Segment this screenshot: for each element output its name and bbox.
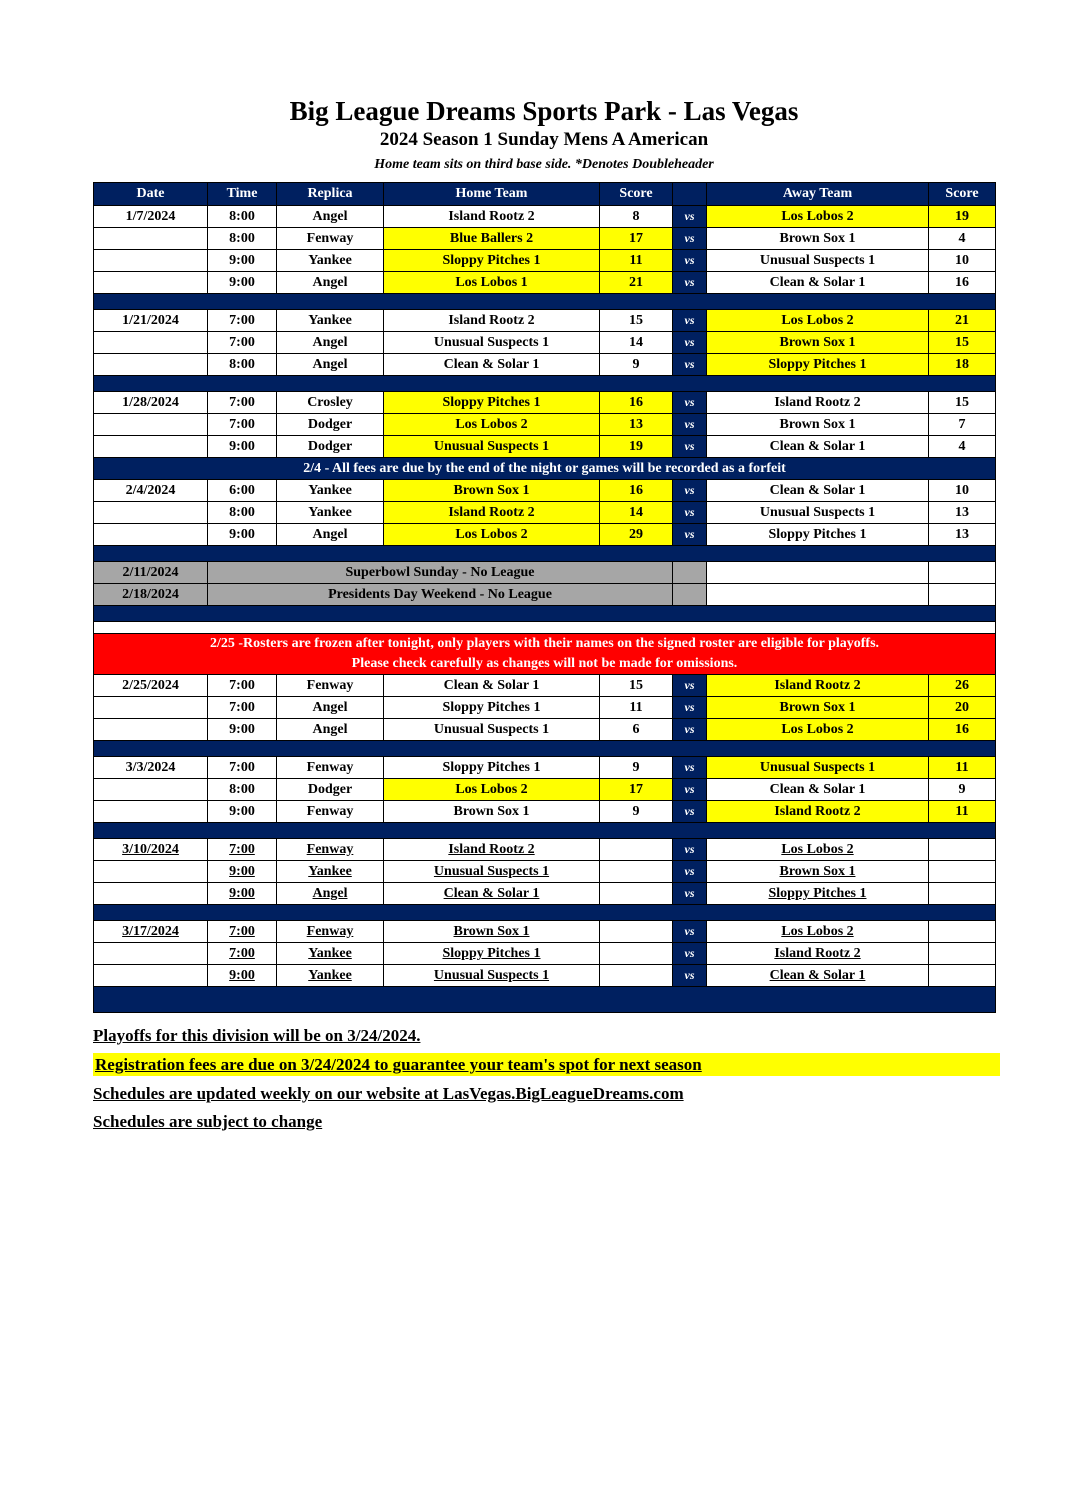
time-cell: 9:00 xyxy=(208,801,277,823)
schedule-table-body xyxy=(94,206,996,1013)
date-cell xyxy=(94,228,208,250)
header-vs xyxy=(673,183,707,206)
spacer-bar xyxy=(94,294,996,310)
page-subtitle: 2024 Season 1 Sunday Mens A American xyxy=(379,129,709,150)
replica-cell: Angel xyxy=(277,719,384,741)
spacer-row xyxy=(94,741,996,757)
replica-cell: Angel xyxy=(277,206,384,228)
replica-cell: Fenway xyxy=(277,675,384,697)
home-team-cell: Island Rootz 2 xyxy=(384,502,600,524)
date-cell: 1/28/2024 xyxy=(94,392,208,414)
game-row xyxy=(94,719,996,741)
home-team-cell: Island Rootz 2 xyxy=(384,839,600,861)
home-team-cell: Brown Sox 1 xyxy=(384,480,600,502)
banner-line: 2/4 - All fees are due by the end of the night or games will be recorded as a forfeit xyxy=(303,460,786,476)
date-cell: 3/10/2024 xyxy=(94,839,208,861)
header-date: Date xyxy=(94,183,208,206)
date-cell xyxy=(94,272,208,294)
header-away-team: Away Team xyxy=(707,183,929,206)
vs-cell: vs xyxy=(673,697,707,719)
vs-cell: vs xyxy=(673,779,707,801)
replica-cell: Fenway xyxy=(277,801,384,823)
spacer-row xyxy=(94,294,996,310)
vs-cell: vs xyxy=(673,965,707,987)
date-cell: 1/21/2024 xyxy=(94,310,208,332)
home-score-cell: 14 xyxy=(600,502,673,524)
spacer-row xyxy=(94,987,996,1013)
banner-row xyxy=(94,458,996,480)
website-note: Schedules are updated weekly on our website at LasVegas.BigLeagueDreams.com xyxy=(93,1084,684,1103)
away-score-cell: 26 xyxy=(929,675,996,697)
date-cell xyxy=(94,332,208,354)
date-cell xyxy=(94,861,208,883)
away-score-cell: 4 xyxy=(929,228,996,250)
vs-cell: vs xyxy=(673,757,707,779)
away-team-cell: Brown Sox 1 xyxy=(707,414,929,436)
time-cell: 7:00 xyxy=(208,675,277,697)
game-row xyxy=(94,861,996,883)
time-cell: 6:00 xyxy=(208,480,277,502)
away-team-cell: Sloppy Pitches 1 xyxy=(707,524,929,546)
away-team-cell: Los Lobos 2 xyxy=(707,310,929,332)
home-score-cell: 9 xyxy=(600,801,673,823)
away-score-cell: 21 xyxy=(929,310,996,332)
spacer-bar xyxy=(94,987,996,1013)
vs-cell: vs xyxy=(673,480,707,502)
date-cell xyxy=(94,883,208,905)
game-row xyxy=(94,206,996,228)
time-cell: 7:00 xyxy=(208,392,277,414)
game-row xyxy=(94,332,996,354)
home-score-cell xyxy=(600,861,673,883)
replica-cell: Yankee xyxy=(277,965,384,987)
away-score-cell xyxy=(929,883,996,905)
home-score-cell: 16 xyxy=(600,480,673,502)
game-row xyxy=(94,310,996,332)
away-score-cell: 7 xyxy=(929,414,996,436)
home-team-cell: Brown Sox 1 xyxy=(384,801,600,823)
away-score-cell: 9 xyxy=(929,779,996,801)
away-team-cell: Los Lobos 2 xyxy=(707,719,929,741)
vs-cell: vs xyxy=(673,675,707,697)
home-score-cell: 21 xyxy=(600,272,673,294)
time-cell: 8:00 xyxy=(208,502,277,524)
date-cell xyxy=(94,943,208,965)
date-cell: 3/17/2024 xyxy=(94,921,208,943)
date-cell xyxy=(94,414,208,436)
game-row xyxy=(94,883,996,905)
replica-cell: Fenway xyxy=(277,839,384,861)
away-score-cell xyxy=(929,943,996,965)
date-cell xyxy=(94,965,208,987)
home-score-cell xyxy=(600,839,673,861)
time-cell: 8:00 xyxy=(208,779,277,801)
banner-row xyxy=(94,634,996,675)
vs-filler-cell xyxy=(673,562,707,584)
game-row xyxy=(94,675,996,697)
date-cell: 2/18/2024 xyxy=(94,584,208,606)
away-score-cell xyxy=(929,584,996,606)
home-team-cell: Sloppy Pitches 1 xyxy=(384,250,600,272)
schedule-table xyxy=(93,182,996,1013)
time-cell: 9:00 xyxy=(208,524,277,546)
replica-cell: Yankee xyxy=(277,250,384,272)
away-team-cell: Unusual Suspects 1 xyxy=(707,502,929,524)
time-cell: 7:00 xyxy=(208,697,277,719)
vs-cell: vs xyxy=(673,354,707,376)
time-cell: 7:00 xyxy=(208,310,277,332)
vs-cell: vs xyxy=(673,332,707,354)
home-score-cell: 9 xyxy=(600,757,673,779)
game-row xyxy=(94,414,996,436)
vs-cell: vs xyxy=(673,250,707,272)
home-score-cell xyxy=(600,965,673,987)
game-row xyxy=(94,757,996,779)
spacer-bar xyxy=(94,905,996,921)
away-team-cell: Clean & Solar 1 xyxy=(707,480,929,502)
replica-cell: Angel xyxy=(277,354,384,376)
date-cell xyxy=(94,801,208,823)
away-score-cell: 10 xyxy=(929,250,996,272)
away-team-cell: Sloppy Pitches 1 xyxy=(707,883,929,905)
page xyxy=(0,96,1088,1132)
home-score-cell: 11 xyxy=(600,697,673,719)
game-row xyxy=(94,228,996,250)
replica-cell: Yankee xyxy=(277,502,384,524)
spacer-bar xyxy=(94,823,996,839)
home-score-cell: 15 xyxy=(600,675,673,697)
home-team-cell: Unusual Suspects 1 xyxy=(384,965,600,987)
away-team-cell: Brown Sox 1 xyxy=(707,332,929,354)
away-score-cell: 4 xyxy=(929,436,996,458)
away-score-cell: 20 xyxy=(929,697,996,719)
replica-cell: Yankee xyxy=(277,943,384,965)
table-header-row xyxy=(94,183,996,206)
gap-cell xyxy=(94,622,996,634)
away-score-cell xyxy=(929,965,996,987)
away-team-cell: Los Lobos 2 xyxy=(707,206,929,228)
vs-cell: vs xyxy=(673,310,707,332)
away-team-cell: Island Rootz 2 xyxy=(707,392,929,414)
replica-cell: Yankee xyxy=(277,310,384,332)
home-score-cell: 16 xyxy=(600,392,673,414)
banner-line: Please check carefully as changes will not be made for omissions. xyxy=(351,656,738,671)
home-score-cell: 6 xyxy=(600,719,673,741)
game-row xyxy=(94,436,996,458)
home-team-cell: Island Rootz 2 xyxy=(384,310,600,332)
banner-line: 2/25 -Rosters are frozen after tonight, only players with their names on the signed roster are eligible for playoffs. xyxy=(209,636,880,651)
replica-cell: Dodger xyxy=(277,414,384,436)
away-score-cell: 11 xyxy=(929,801,996,823)
game-row xyxy=(94,392,996,414)
vs-cell: vs xyxy=(673,272,707,294)
home-score-cell: 8 xyxy=(600,206,673,228)
time-cell: 8:00 xyxy=(208,228,277,250)
game-row xyxy=(94,921,996,943)
time-cell: 7:00 xyxy=(208,414,277,436)
home-score-cell: 29 xyxy=(600,524,673,546)
home-team-cell: Blue Ballers 2 xyxy=(384,228,600,250)
home-team-cell: Clean & Solar 1 xyxy=(384,883,600,905)
home-score-cell: 14 xyxy=(600,332,673,354)
away-team-cell: Brown Sox 1 xyxy=(707,697,929,719)
away-team-cell: Los Lobos 2 xyxy=(707,839,929,861)
vs-cell: vs xyxy=(673,502,707,524)
away-team-cell: Clean & Solar 1 xyxy=(707,965,929,987)
playoffs-note: Playoffs for this division will be on 3/24/2024. xyxy=(93,1026,421,1045)
time-cell: 9:00 xyxy=(208,250,277,272)
home-score-cell: 11 xyxy=(600,250,673,272)
home-team-cell: Los Lobos 2 xyxy=(384,779,600,801)
replica-cell: Angel xyxy=(277,883,384,905)
date-cell xyxy=(94,502,208,524)
notice-cell: Presidents Day Weekend - No League xyxy=(208,584,673,606)
game-row xyxy=(94,524,996,546)
time-cell: 7:00 xyxy=(208,332,277,354)
away-team-cell: Clean & Solar 1 xyxy=(707,779,929,801)
footer xyxy=(93,1025,1088,1132)
home-score-cell xyxy=(600,921,673,943)
home-score-cell xyxy=(600,943,673,965)
vs-cell: vs xyxy=(673,524,707,546)
spacer-bar xyxy=(94,606,996,622)
home-team-cell: Los Lobos 2 xyxy=(384,414,600,436)
replica-cell: Dodger xyxy=(277,436,384,458)
spacer-row xyxy=(94,546,996,562)
game-row xyxy=(94,697,996,719)
home-team-cell: Brown Sox 1 xyxy=(384,921,600,943)
game-row xyxy=(94,779,996,801)
time-cell: 9:00 xyxy=(208,965,277,987)
header-home-score: Score xyxy=(600,183,673,206)
date-cell xyxy=(94,719,208,741)
home-team-cell: Los Lobos 2 xyxy=(384,524,600,546)
time-cell: 7:00 xyxy=(208,921,277,943)
home-team-cell: Clean & Solar 1 xyxy=(384,675,600,697)
away-score-cell xyxy=(929,839,996,861)
away-score-cell: 16 xyxy=(929,719,996,741)
home-score-cell: 19 xyxy=(600,436,673,458)
away-team-cell: Brown Sox 1 xyxy=(707,861,929,883)
date-cell: 1/7/2024 xyxy=(94,206,208,228)
vs-cell: vs xyxy=(673,883,707,905)
away-score-cell xyxy=(929,921,996,943)
game-row xyxy=(94,965,996,987)
home-score-cell: 15 xyxy=(600,310,673,332)
away-team-cell xyxy=(707,584,929,606)
page-title: Big League Dreams Sports Park - Las Vegas xyxy=(289,96,799,126)
spacer-row xyxy=(94,905,996,921)
away-team-cell: Island Rootz 2 xyxy=(707,943,929,965)
home-team-cell: Los Lobos 1 xyxy=(384,272,600,294)
time-cell: 8:00 xyxy=(208,206,277,228)
away-score-cell: 19 xyxy=(929,206,996,228)
away-team-cell: Sloppy Pitches 1 xyxy=(707,354,929,376)
away-team-cell: Clean & Solar 1 xyxy=(707,272,929,294)
spacer-row xyxy=(94,376,996,392)
date-cell: 2/25/2024 xyxy=(94,675,208,697)
away-score-cell: 13 xyxy=(929,502,996,524)
home-score-cell: 13 xyxy=(600,414,673,436)
away-team-cell: Unusual Suspects 1 xyxy=(707,250,929,272)
away-score-cell: 11 xyxy=(929,757,996,779)
home-team-cell: Clean & Solar 1 xyxy=(384,354,600,376)
vs-cell: vs xyxy=(673,206,707,228)
home-team-cell: Unusual Suspects 1 xyxy=(384,436,600,458)
replica-cell: Angel xyxy=(277,272,384,294)
home-team-note: Home team sits on third base side. *Denotes Doubleheader xyxy=(374,157,714,172)
spacer-row xyxy=(94,823,996,839)
home-score-cell: 17 xyxy=(600,779,673,801)
away-team-cell: Island Rootz 2 xyxy=(707,675,929,697)
replica-cell: Angel xyxy=(277,697,384,719)
vs-cell: vs xyxy=(673,943,707,965)
home-team-cell: Island Rootz 2 xyxy=(384,206,600,228)
date-cell: 3/3/2024 xyxy=(94,757,208,779)
spacer-row xyxy=(94,606,996,622)
vs-cell: vs xyxy=(673,801,707,823)
replica-cell: Angel xyxy=(277,524,384,546)
date-cell: 2/11/2024 xyxy=(94,562,208,584)
replica-cell: Dodger xyxy=(277,779,384,801)
away-team-cell: Los Lobos 2 xyxy=(707,921,929,943)
vs-cell: vs xyxy=(673,414,707,436)
date-cell xyxy=(94,524,208,546)
red-banner-cell xyxy=(94,634,996,675)
vs-cell: vs xyxy=(673,839,707,861)
vs-cell: vs xyxy=(673,436,707,458)
home-score-cell xyxy=(600,883,673,905)
away-score-cell: 16 xyxy=(929,272,996,294)
header-away-score: Score xyxy=(929,183,996,206)
away-team-cell: Island Rootz 2 xyxy=(707,801,929,823)
game-row xyxy=(94,480,996,502)
replica-cell: Fenway xyxy=(277,228,384,250)
away-score-cell: 10 xyxy=(929,480,996,502)
home-score-cell: 9 xyxy=(600,354,673,376)
notice-row xyxy=(94,562,996,584)
header-home-team: Home Team xyxy=(384,183,600,206)
away-score-cell: 15 xyxy=(929,392,996,414)
vs-cell: vs xyxy=(673,921,707,943)
time-cell: 7:00 xyxy=(208,943,277,965)
replica-cell: Fenway xyxy=(277,757,384,779)
spacer-bar xyxy=(94,546,996,562)
replica-cell: Yankee xyxy=(277,480,384,502)
vs-filler-cell xyxy=(673,584,707,606)
home-score-cell: 17 xyxy=(600,228,673,250)
replica-cell: Crosley xyxy=(277,392,384,414)
home-team-cell: Sloppy Pitches 1 xyxy=(384,943,600,965)
vs-cell: vs xyxy=(673,228,707,250)
header-replica: Replica xyxy=(277,183,384,206)
away-team-cell: Clean & Solar 1 xyxy=(707,436,929,458)
date-cell xyxy=(94,697,208,719)
vs-cell: vs xyxy=(673,719,707,741)
vs-cell: vs xyxy=(673,861,707,883)
home-team-cell: Unusual Suspects 1 xyxy=(384,332,600,354)
game-row xyxy=(94,250,996,272)
date-cell xyxy=(94,779,208,801)
time-cell: 9:00 xyxy=(208,436,277,458)
spacer-bar xyxy=(94,741,996,757)
away-score-cell xyxy=(929,562,996,584)
vs-cell: vs xyxy=(673,392,707,414)
game-row xyxy=(94,354,996,376)
spacer-bar xyxy=(94,376,996,392)
replica-cell: Fenway xyxy=(277,921,384,943)
home-team-cell: Sloppy Pitches 1 xyxy=(384,757,600,779)
home-team-cell: Sloppy Pitches 1 xyxy=(384,697,600,719)
home-team-cell: Sloppy Pitches 1 xyxy=(384,392,600,414)
subject-to-change-note: Schedules are subject to change xyxy=(93,1112,323,1131)
home-team-cell: Unusual Suspects 1 xyxy=(384,861,600,883)
replica-cell: Angel xyxy=(277,332,384,354)
away-team-cell xyxy=(707,562,929,584)
date-cell xyxy=(94,250,208,272)
notice-row xyxy=(94,584,996,606)
date-cell xyxy=(94,354,208,376)
time-cell: 8:00 xyxy=(208,354,277,376)
header-time: Time xyxy=(208,183,277,206)
replica-cell: Yankee xyxy=(277,861,384,883)
time-cell: 9:00 xyxy=(208,883,277,905)
away-score-cell xyxy=(929,861,996,883)
time-cell: 9:00 xyxy=(208,272,277,294)
gap-row xyxy=(94,622,996,634)
navy-banner-cell xyxy=(94,458,996,480)
game-row xyxy=(94,839,996,861)
date-cell xyxy=(94,436,208,458)
time-cell: 9:00 xyxy=(208,861,277,883)
game-row xyxy=(94,943,996,965)
away-score-cell: 15 xyxy=(929,332,996,354)
home-team-cell: Unusual Suspects 1 xyxy=(384,719,600,741)
date-cell: 2/4/2024 xyxy=(94,480,208,502)
registration-fees-note: Registration fees are due on 3/24/2024 to guarantee your team's spot for next season xyxy=(93,1053,1000,1076)
notice-cell: Superbowl Sunday - No League xyxy=(208,562,673,584)
time-cell: 7:00 xyxy=(208,757,277,779)
game-row xyxy=(94,801,996,823)
away-team-cell: Unusual Suspects 1 xyxy=(707,757,929,779)
time-cell: 9:00 xyxy=(208,719,277,741)
away-score-cell: 13 xyxy=(929,524,996,546)
game-row xyxy=(94,502,996,524)
away-team-cell: Brown Sox 1 xyxy=(707,228,929,250)
game-row xyxy=(94,272,996,294)
time-cell: 7:00 xyxy=(208,839,277,861)
away-score-cell: 18 xyxy=(929,354,996,376)
